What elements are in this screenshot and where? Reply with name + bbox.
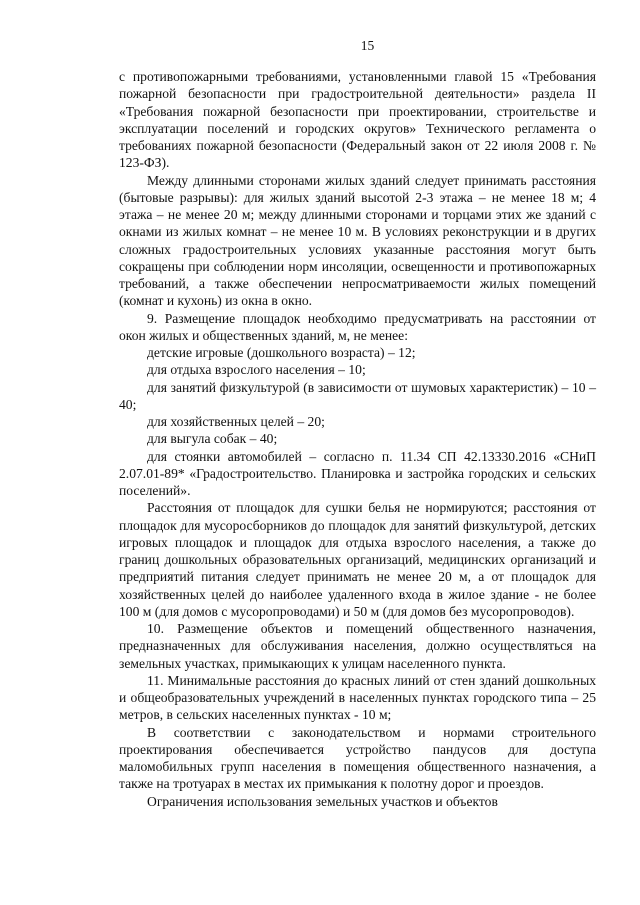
paragraph: В соответствии с законодательством и нормами строительного проектирования обеспечивается устройство пандусов для доступа маломобильных групп населения в помещения общественного назначения, а также на тротуарах в местах их примыкания к полотну дорог и проездов. bbox=[119, 724, 596, 792]
paragraph: с противопожарными требованиями, установленными главой 15 «Требования пожарной безопасности при градостроительной деятельности» раздела II «Требования пожарной безопасности при проектировании, строительстве и эксплуатации поселений и городских округов» Технического регламента о требованиях пожарной безопасности (Федеральный закон от 22 июля 2008 г. № 123-ФЗ). bbox=[119, 69, 596, 171]
document-body bbox=[119, 68, 596, 810]
list-item: для хозяйственных целей – 20; bbox=[147, 414, 325, 429]
paragraph: 10. Размещение объектов и помещений общественного назначения, предназначенных для обслуживания населения, должно осуществляться на земельных участках, примыкающих к улицам населенного пункта. bbox=[119, 621, 596, 671]
paragraph: 9. Размещение площадок необходимо предусматривать на расстоянии от окон жилых и общественных зданий, м, не менее: bbox=[119, 310, 596, 343]
list-item: детские игровые (дошкольного возраста) – 12; bbox=[147, 345, 416, 360]
paragraph: Ограничения использования земельных участков и объектов bbox=[147, 793, 498, 809]
paragraph: 11. Минимальные расстояния до красных линий от стен зданий дошкольных и общеобразовательных учреждений в населенных пунктах городского типа – 25 метров, в сельских населенных пунктах - 10 м; bbox=[119, 672, 596, 723]
list-item: для занятий физкультурой (в зависимости от шумовых характеристик) – 10 – 40; bbox=[119, 379, 596, 412]
list-item: для отдыха взрослого населения – 10; bbox=[147, 362, 366, 378]
list-item: для выгула собак – 40; bbox=[147, 431, 278, 447]
list-item: для стоянки автомобилей – согласно п. 11.34 СП 42.13330.2016 «СНиП 2.07.01-89* «Градостроительство. Планировка и застройка городских и сельских поселений». bbox=[119, 448, 596, 498]
paragraph: Расстояния от площадок для сушки белья не нормируются; расстояния от площадок для мусоросборников до площадок для занятий физкультурой, детских игровых площадок и площадок для отдыха взрослого населения, а также до границ дошкольных образовательных организаций, медицинских организаций и предприятий питания следует принимать не менее 20 м, а от площадок для хозяйственных целей до наиболее удаленного входа в жилое здание - не более 100 м (для домов с мусоропроводами) и 50 м (для домов без мусоропроводов). bbox=[119, 500, 596, 619]
paragraph: Между длинными сторонами жилых зданий следует принимать расстояния (бытовые разрывы): для жилых зданий высотой 2-3 этажа – не менее 18 м; 4 этажа – не менее 20 м; между длинными сторонами и торцами этих же зданий с окнами из жилых комнат – не менее 10 м. В условиях реконструкции и в других сложных градостроительных условиях указанные расстояния могут быть сокращены при соблюдении норм инсоляции, освещенности и противопожарных требований, а также обеспечении непросматриваемости жилых помещений (комнат и кухонь) из окна в окно. bbox=[119, 172, 596, 309]
page-number: 15 bbox=[360, 38, 375, 53]
